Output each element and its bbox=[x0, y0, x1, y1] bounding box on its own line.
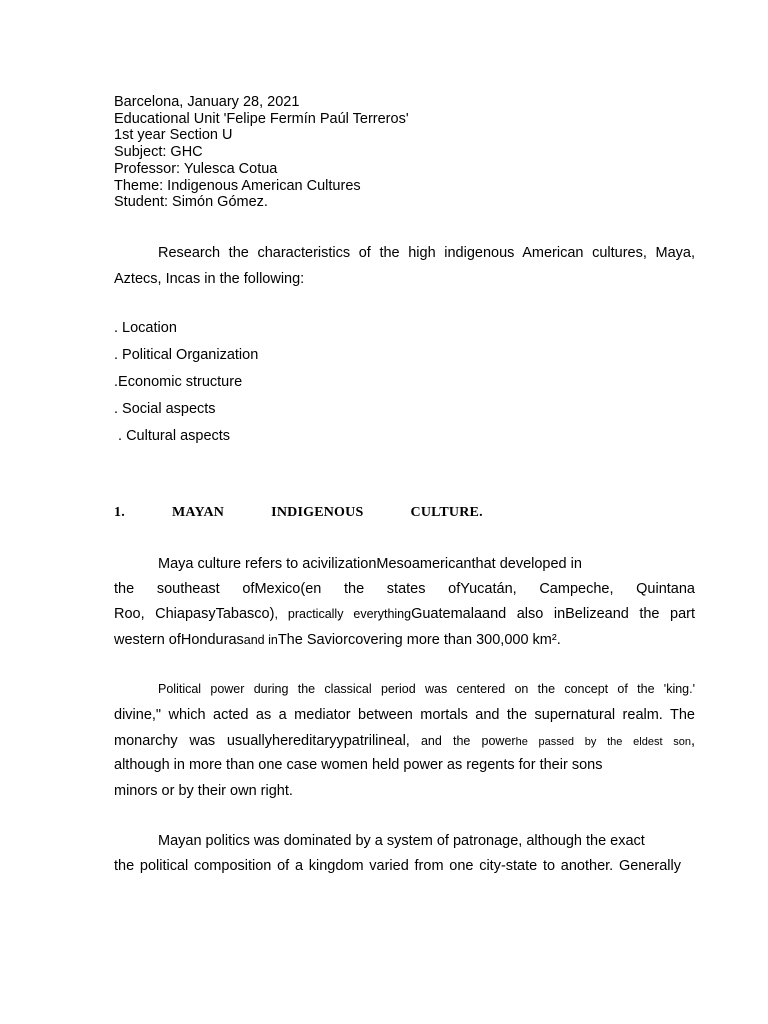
p1-line-1: Maya culture refers to acivilizationMesoamericanthat developed in bbox=[158, 556, 582, 572]
p2-line-3c: he passed by the eldest son bbox=[515, 736, 691, 748]
header-subject: Subject: GHC bbox=[114, 144, 203, 161]
p1-line-3 bbox=[114, 606, 695, 622]
list-item-social: . Social aspects bbox=[114, 400, 216, 417]
p2-line-3b: and the power bbox=[409, 734, 516, 748]
document-header bbox=[114, 94, 409, 211]
p1-line-4 bbox=[114, 632, 561, 648]
list-item-cultural: . Cultural aspects bbox=[114, 427, 231, 444]
p2-line-3 bbox=[114, 733, 695, 749]
section-heading: 1. MAYAN INDIGENOUS CULTURE. bbox=[114, 505, 483, 520]
p2-line-5: minors or by their own right. bbox=[114, 783, 293, 799]
header-student: Student: Simón Gómez. bbox=[114, 194, 268, 211]
header-school: Educational Unit 'Felipe Fermín Paúl Terreros' bbox=[114, 110, 409, 127]
p2-line-2: divine," which acted as a mediator between mortals and the supernatural realm. The bbox=[114, 707, 695, 723]
p1-line-3c: Guatemalaand also inBelizeand the part bbox=[411, 606, 695, 622]
p1-line-2: the southeast ofMexico(en the states ofYucatán, Campeche, Quintana bbox=[114, 581, 695, 597]
p1-line-4a: western ofHonduras bbox=[114, 632, 244, 648]
list-item-location: . Location bbox=[114, 320, 177, 336]
topic-list bbox=[114, 320, 258, 454]
intro-line-2: Aztecs, Incas in the following: bbox=[114, 271, 305, 287]
p2-line-1: Political power during the classical period was centered on the concept of the 'king.' bbox=[158, 682, 695, 696]
p3-line-1: Mayan politics was dominated by a system of patronage, although the exact bbox=[158, 833, 645, 849]
p1-line-3a: Roo, ChiapasyTabasco) bbox=[114, 606, 275, 622]
header-professor: Professor: Yulesca Cotua bbox=[114, 160, 278, 177]
header-section: 1st year Section U bbox=[114, 127, 233, 144]
p2-line-4: although in more than one case women held power as regents for their sons bbox=[114, 757, 603, 773]
header-date: Barcelona, January 28, 2021 bbox=[114, 94, 300, 110]
p2-line-3a: monarchy was usuallyhereditaryypatrilineal, bbox=[114, 733, 410, 749]
p2-line-3d: , bbox=[690, 733, 696, 749]
intro-line-1: Research the characteristics of the high indigenous American cultures, Maya, bbox=[158, 245, 695, 261]
list-item-political: . Political Organization bbox=[114, 346, 259, 363]
list-item-economic: .Economic structure bbox=[114, 373, 243, 390]
p3-line-2: the political composition of a kingdom varied from one city-state to another. Generally bbox=[114, 858, 681, 874]
header-theme: Theme: Indigenous American Cultures bbox=[114, 177, 361, 194]
p1-line-3b: , practically everything bbox=[274, 607, 412, 621]
p1-line-4b: and in bbox=[243, 633, 278, 647]
p1-line-4c: The Saviorcovering more than 300,000 km². bbox=[277, 632, 561, 648]
